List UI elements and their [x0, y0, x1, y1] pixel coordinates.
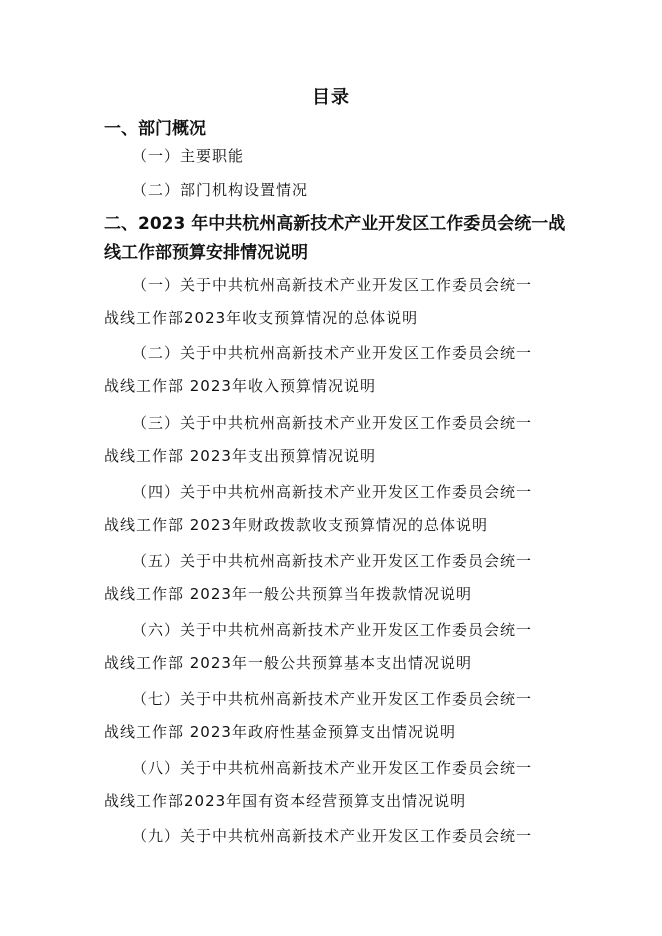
section-2-item-8-line2: 战线工作部2023年国有资本经营预算支出情况说明 [104, 792, 467, 810]
section-2-item-7-line1: （七）关于中共杭州高新技术产业开发区工作委员会统一 [132, 690, 533, 708]
section-2-item-9-line1: （九）关于中共杭州高新技术产业开发区工作委员会统一 [132, 827, 533, 845]
section-2-item-3-line1: （三）关于中共杭州高新技术产业开发区工作委员会统一 [132, 414, 533, 432]
section-2-item-2-line1: （二）关于中共杭州高新技术产业开发区工作委员会统一 [132, 344, 533, 362]
section-2-item-5-line1: （五）关于中共杭州高新技术产业开发区工作委员会统一 [132, 552, 533, 570]
section-2-item-1-line2: 战线工作部2023年收支预算情况的总体说明 [104, 309, 419, 327]
section-2-item-6-line2: 战线工作部 2023年一般公共预算基本支出情况说明 [104, 654, 472, 672]
section-2-heading-line1: 二、2023 年中共杭州高新技术产业开发区工作委员会统一战 [104, 214, 566, 234]
section-2-item-6-line1: （六）关于中共杭州高新技术产业开发区工作委员会统一 [132, 621, 533, 639]
section-2-item-4-line1: （四）关于中共杭州高新技术产业开发区工作委员会统一 [132, 483, 533, 501]
section-2-heading-line2: 线工作部预算安排情况说明 [104, 243, 308, 263]
section-2-item-1-line1: （一）关于中共杭州高新技术产业开发区工作委员会统一 [132, 276, 533, 294]
section-2-item-5-line2: 战线工作部 2023年一般公共预算当年拨款情况说明 [104, 585, 472, 603]
section-2-item-4-line2: 战线工作部 2023年财政拨款收支预算情况的总体说明 [104, 516, 488, 534]
section-2-item-3-line2: 战线工作部 2023年支出预算情况说明 [104, 447, 376, 465]
section-1-heading: 一、部门概况 [104, 119, 206, 139]
section-1-item-2: （二）部门机构设置情况 [132, 181, 309, 199]
section-2-item-7-line2: 战线工作部 2023年政府性基金预算支出情况说明 [104, 723, 456, 741]
toc-title: 目录 [312, 87, 350, 108]
section-2-item-8-line1: （八）关于中共杭州高新技术产业开发区工作委员会统一 [132, 759, 533, 777]
section-2-item-2-line2: 战线工作部 2023年收入预算情况说明 [104, 377, 376, 395]
section-1-item-1: （一）主要职能 [132, 147, 245, 165]
